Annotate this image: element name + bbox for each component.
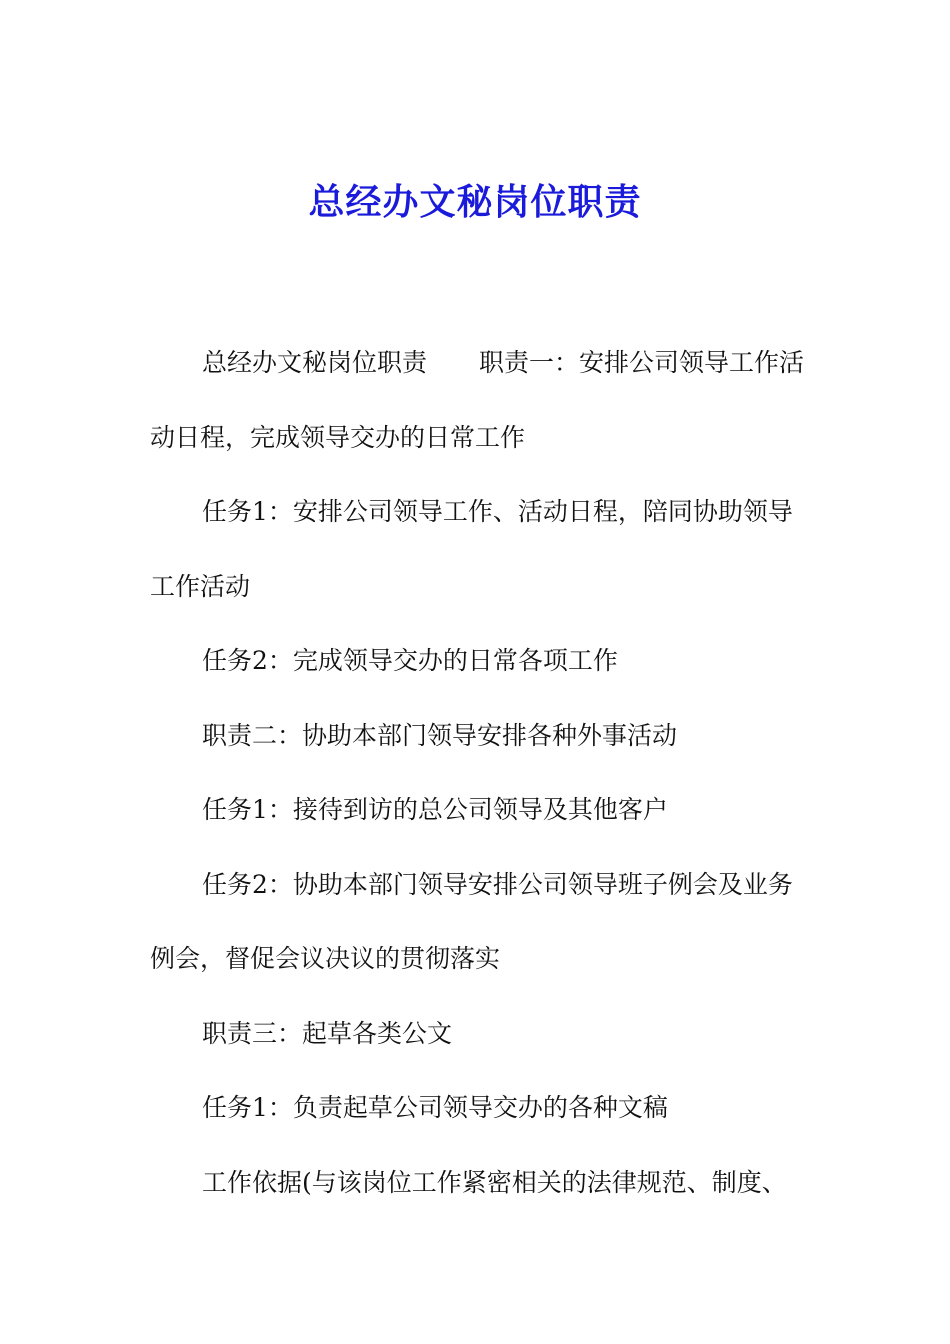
paragraph: 职责三：起草各类公文 <box>202 1018 453 1048</box>
paragraph <box>150 326 812 475</box>
paragraph: 工作依据(与该岗位工作紧密相关的法律规范、制度、 <box>202 1167 787 1197</box>
paragraph-text: 职责一：安排公司领导工作活动日程，完成领导交办的日常工作 <box>150 348 805 452</box>
paragraph: 任务2：完成领导交办的日常各项工作 <box>202 646 618 675</box>
paragraph: 任务2：协助本部门领导安排公司领导班子例会及业务例会，督促会议决议的贯彻落实 <box>150 869 793 973</box>
paragraph-lead: 总经办文秘岗位职责 <box>202 348 428 377</box>
paragraph: 任务1：接待到访的总公司领导及其他客户 <box>202 795 668 824</box>
document-title: 总经办文秘岗位职责 <box>308 181 642 223</box>
paragraph: 任务1：负责起草公司领导交办的各种文稿 <box>202 1093 668 1122</box>
paragraph: 任务1：安排公司领导工作、活动日程，陪同协助领导工作活动 <box>150 497 793 601</box>
paragraph: 职责二：协助本部门领导安排各种外事活动 <box>202 720 678 750</box>
document-body <box>150 326 812 1220</box>
